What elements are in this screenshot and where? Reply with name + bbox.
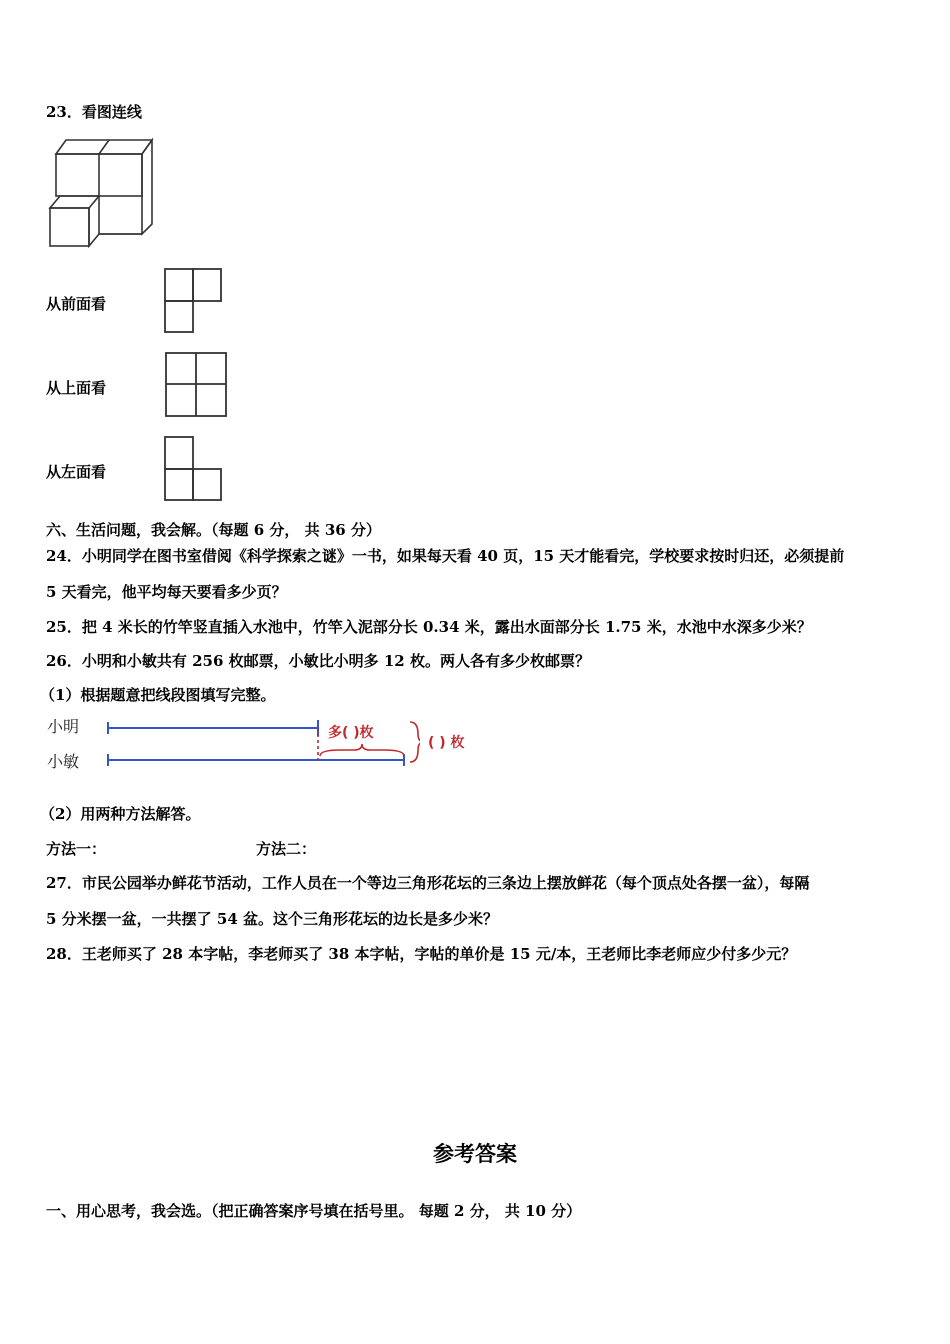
diagram-total-label: ( ) 枚	[428, 735, 465, 751]
top-view-label: 从上面看	[46, 379, 107, 397]
front-view-figure	[162, 266, 226, 336]
q26-text: 26．小明和小敏共有 256 枚邮票，小敏比小明多 12 枚。两人各有多少枚邮票？	[46, 652, 590, 670]
q27-line1: 27．市民公园举办鲜花节活动，工作人员在一个等边三角形花坛的三条边上摆放鲜花（每个顶点处各摆一盆），每隔	[46, 874, 810, 892]
section6-header: 六、生活问题，我会解。（每题 6 分， 共 36 分）	[46, 521, 381, 539]
answers-title: 参考答案	[433, 1141, 517, 1166]
q26-method1: 方法一：	[46, 840, 107, 858]
q26-part2: （2）用两种方法解答。	[40, 805, 201, 823]
q28-text: 28．王老师买了 28 本字帖，李老师买了 38 本字帖，字帖的单价是 15 元/本，王老师比李老师应少付多少元？	[46, 945, 797, 963]
left-view-label: 从左面看	[46, 463, 107, 481]
diagram-more-label: 多( )枚	[328, 725, 374, 741]
q26-part1: （1）根据题意把线段图填写完整。	[40, 686, 276, 704]
q26-method2: 方法二：	[256, 840, 317, 858]
front-view-label: 从前面看	[46, 295, 107, 313]
diagram-name-xiaomin: 小敏	[47, 752, 80, 771]
diagram-name-xiaoming: 小明	[47, 717, 80, 736]
q24-line2: 5 天看完，他平均每天要看多少页？	[46, 583, 287, 601]
q23-title: 23．看图连线	[46, 103, 142, 121]
top-view-figure	[162, 350, 230, 420]
left-view-figure	[162, 434, 226, 504]
q25-text: 25．把 4 米长的竹竿竖直插入水池中，竹竿入泥部分长 0.34 米，露出水面部分长 1.75 米，水池中水深多少米？	[46, 618, 812, 636]
cube-solid-figure	[44, 134, 160, 252]
q24-line1: 24．小明同学在图书室借阅《科学探索之谜》一书，如果每天看 40 页，15 天才能看完，学校要求按时归还，必须提前	[46, 547, 845, 565]
q27-line2: 5 分米摆一盆，一共摆了 54 盆。这个三角形花坛的边长是多少米？	[46, 910, 498, 928]
answers-section1: 一、用心思考，我会选。（把正确答案序号填在括号里。 每题 2 分， 共 10 分）	[46, 1202, 582, 1220]
